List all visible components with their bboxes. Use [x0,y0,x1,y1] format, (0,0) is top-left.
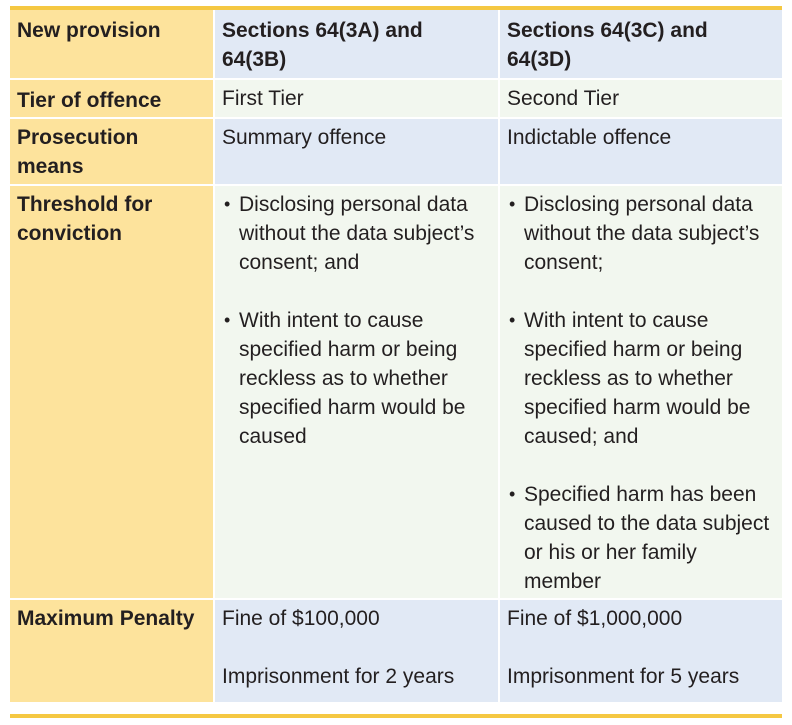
bottom-rule [10,714,782,718]
threshold-col1-list [222,190,491,451]
prosecution-col2: Indictable offence [507,126,672,149]
list-item: • With intent to cause specified harm or being reckless as to whether specified harm would be caused; and [507,306,775,451]
list-item: • With intent to cause specified harm or being reckless as to whether specified harm would be caused [222,306,491,451]
penalty-col2-cell [500,600,782,702]
header-col1-cell [215,10,498,78]
tier-col1-cell [215,80,498,117]
prosecution-col2-cell [500,119,782,184]
penalty-col2-fine: Fine of $1,000,000 [507,607,683,630]
prosecution-col1: Summary offence [222,126,387,149]
prosecution-label: Prosecution means [17,126,139,178]
threshold-label-cell [10,186,213,598]
tier-col2: Second Tier [507,87,620,110]
tier-col2-cell [500,80,782,117]
penalty-col1-cell [215,600,498,702]
header-label-cell [10,10,213,78]
penalty-label-cell [10,600,213,702]
tier-label: Tier of offence [17,89,162,112]
threshold-col2-cell [500,186,782,598]
tier-label-cell [10,80,213,117]
penalty-col2-prison: Imprisonment for 5 years [507,665,740,688]
prosecution-label-cell [10,119,213,184]
penalty-label: Maximum Penalty [17,607,195,630]
header-label: New provision [17,19,161,42]
list-item: • Specified harm has been caused to the data subject or his or her family member [507,480,775,596]
header-col2-cell [500,10,782,78]
header-col1: Sections 64(3A) and 64(3B) [222,19,423,71]
threshold-col1-cell [215,186,498,598]
prosecution-col1-cell [215,119,498,184]
list-item: • Disclosing personal data without the data subject’s consent; [507,190,775,277]
tier-col1: First Tier [222,87,304,110]
provision-comparison-table [10,10,782,702]
list-item: • Disclosing personal data without the data subject’s consent; and [222,190,491,277]
threshold-label: Threshold for conviction [17,193,153,245]
penalty-col1-fine: Fine of $100,000 [222,607,380,630]
threshold-col2-list [507,190,775,596]
penalty-col1-prison: Imprisonment for 2 years [222,665,455,688]
header-col2: Sections 64(3C) and 64(3D) [507,19,708,71]
